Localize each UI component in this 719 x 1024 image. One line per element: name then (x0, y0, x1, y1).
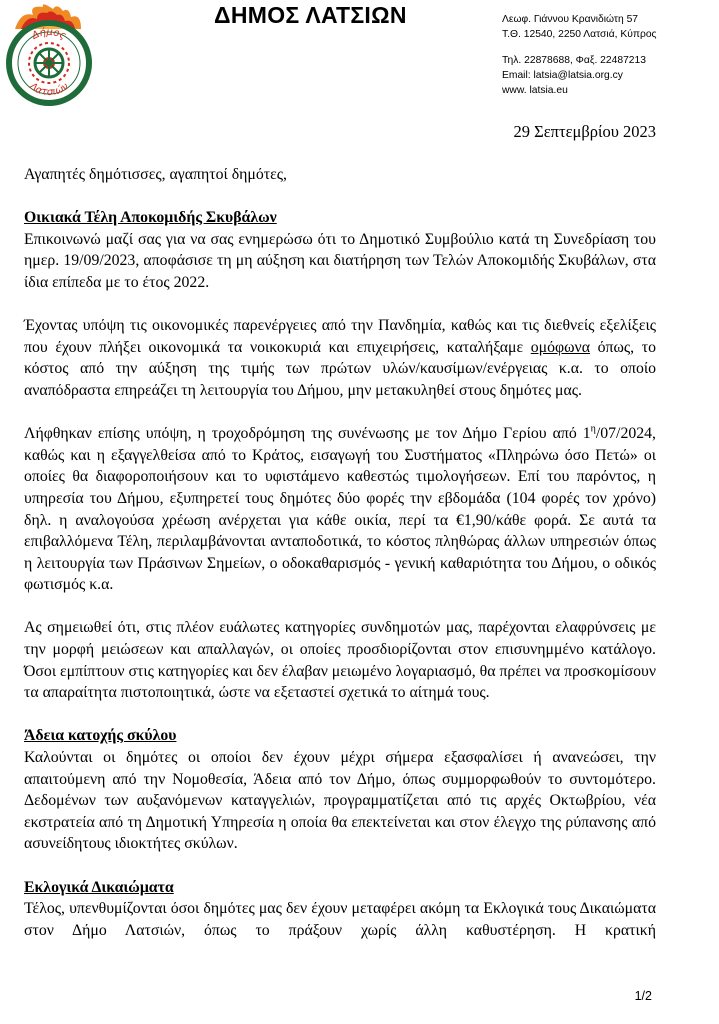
letter-body (24, 164, 656, 941)
logo-text-top: Δήμος (30, 26, 68, 42)
website[interactable]: www. latsia.eu (502, 85, 568, 96)
address-line-2: Τ.Θ. 12540, 2250 Λατσιά, Κύπρος (502, 29, 657, 40)
section-heading-dog-license: Άδεια κατοχής σκύλου (24, 727, 177, 745)
municipality-logo (3, 3, 95, 107)
address-line-1: Λεωφ. Γιάννου Κρανιδιώτη 57 (502, 14, 639, 25)
address-block (502, 12, 717, 42)
section-heading-waste-fees: Οικιακά Τέλη Αποκομιδής Σκυβάλων (24, 209, 277, 227)
email[interactable]: Email: latsia@latsia.org.cy (502, 70, 623, 81)
letter-date: 29 Σεπτεμβρίου 2023 (513, 122, 656, 141)
logo-text-bottom: Λατσιών (27, 81, 71, 99)
section-heading-electoral-rights: Εκλογικά Δικαιώματα (24, 878, 174, 896)
paragraph-pandemic: Έχοντας υπόψη τις οικονομικές παρενέργειες από την Πανδημία, καθώς και τις διεθνείς εξελίξεις που έχουν πλήξει οικονομικά τα νοικοκυριά και επιχειρήσεις, καταλήξαμε ομόφωνα όπως, το κόστος από την αύξηση της τιμής των πρώτων υλών/καυσίμων/ενέργειας κ.α. το οποίο αναπόδραστα επηρεάζει τη λειτουργία του Δήμου, μην μετακυληθεί στους δημότες μας. (24, 317, 657, 399)
organization-title: ΔΗΜΟΣ ΛΑΤΣΙΩΝ (214, 2, 407, 28)
paragraph-fees-decision: Επικοινωνώ μαζί σας για να σας ενημερώσω ότι το Δημοτικό Συμβούλιο κατά τη Συνεδρίαση του ημερ. 19/09/2023, αποφάσισε τη μη αύξηση και διατήρηση των Τελών Αποκομιδής Σκυβάλων, στα ίδια επίπεδα με το έτος 2022. (24, 230, 656, 291)
paragraph-dog-license: Καλούνται οι δημότες οι οποίοι δεν έχουν μέχρι σήμερα εξασφαλίσει ή ανανεώσει, την απαιτούμενη από την Νομοθεσία, Άδεια από τον Δήμο, όπως συμμορφωθούν το συντομότερο. Δεδομένων των αυξανόμενων καταγγελιών, προγραμματίζεται από τις αρχές Οκτωβρίου, νέα εκστρατεία από τη Δημοτική Υπηρεσία η οποία θα επεκτείνεται και στον έλεγχο της ρύπανσης από ασυνείδητους ιδιοκτήτες σκύλων. (24, 749, 656, 853)
paragraph-merger: Λήφθηκαν επίσης υπόψη, η τροχοδρόμηση της συνένωσης με τον Δήμο Γερίου από $1^\eta/07/2024$, καθώς και η εξαγγελθείσα από το Κράτος, εισαγωγή του Συστήματος «Πληρώνω όσο Πετώ» οι οποίες θα διαφοροποιήσουν και το υφιστάμενο καθεστώς τιμολογήσεων. Επί του παρόντος, η υπηρεσία του Δήμου, εξυπηρετεί τους δημότες δύο φορές την εβδομάδα (104 φορές τον χρόνο) δηλ. η αναλογούσα χρέωση ανέρχεται για κάθε οικία, περί τα €1,90/κάθε φορά. Σε αυτά τα επιβαλλόμενα Τέλη, περιλαμβάνονται ανταποδοτικά, το κόστος πληθώρας άλλων υπηρεσιών όπως η λειτουργία των Πράσινων Σημείων, ο οδοκαθαρισμός - γενική καθαριότητα του Δήμου, ο οδικός φωτισμός κ.α. (24, 423, 656, 594)
page-number: 1/2 (634, 989, 652, 1003)
phone-fax: Τηλ. 22878688, Φαξ. 22487213 (502, 55, 646, 66)
paragraph-electoral-rights: Τέλος, υπενθυμίζονται όσοι δημότες μας δεν έχουν μεταφέρει ακόμη τα Εκλογικά τους Δικαιώματα στον Δήμο Λατσιών, όπως το πράξουν χωρίς άλλη καθυστέρηση. Η κρατική (24, 900, 656, 939)
underlined-unanimously: ομόφωνα (530, 338, 590, 356)
greeting: Αγαπητές δημότισσες, αγαπητοί δημότες, (24, 166, 287, 183)
paragraph-reductions: Ας σημειωθεί ότι, στις πλέον ευάλωτες κατηγορίες συνδημοτών μας, παρέχονται ελαφρύνσεις με την μορφή μειώσεων και απαλλαγών, οι οποίες προσδιορίζονται στον επισυνημμένο κατάλογο. Όσοι εμπίπτουν στις κατηγορίες και δεν έλαβαν μειωμένο λογαριασμό, θα πρέπει να προσκομίσουν τα απαραίτητα πιστοποιητικά, ώστε να εξεταστεί σχετικά το αίτημά τους. (24, 619, 656, 702)
contact-block (502, 53, 717, 98)
